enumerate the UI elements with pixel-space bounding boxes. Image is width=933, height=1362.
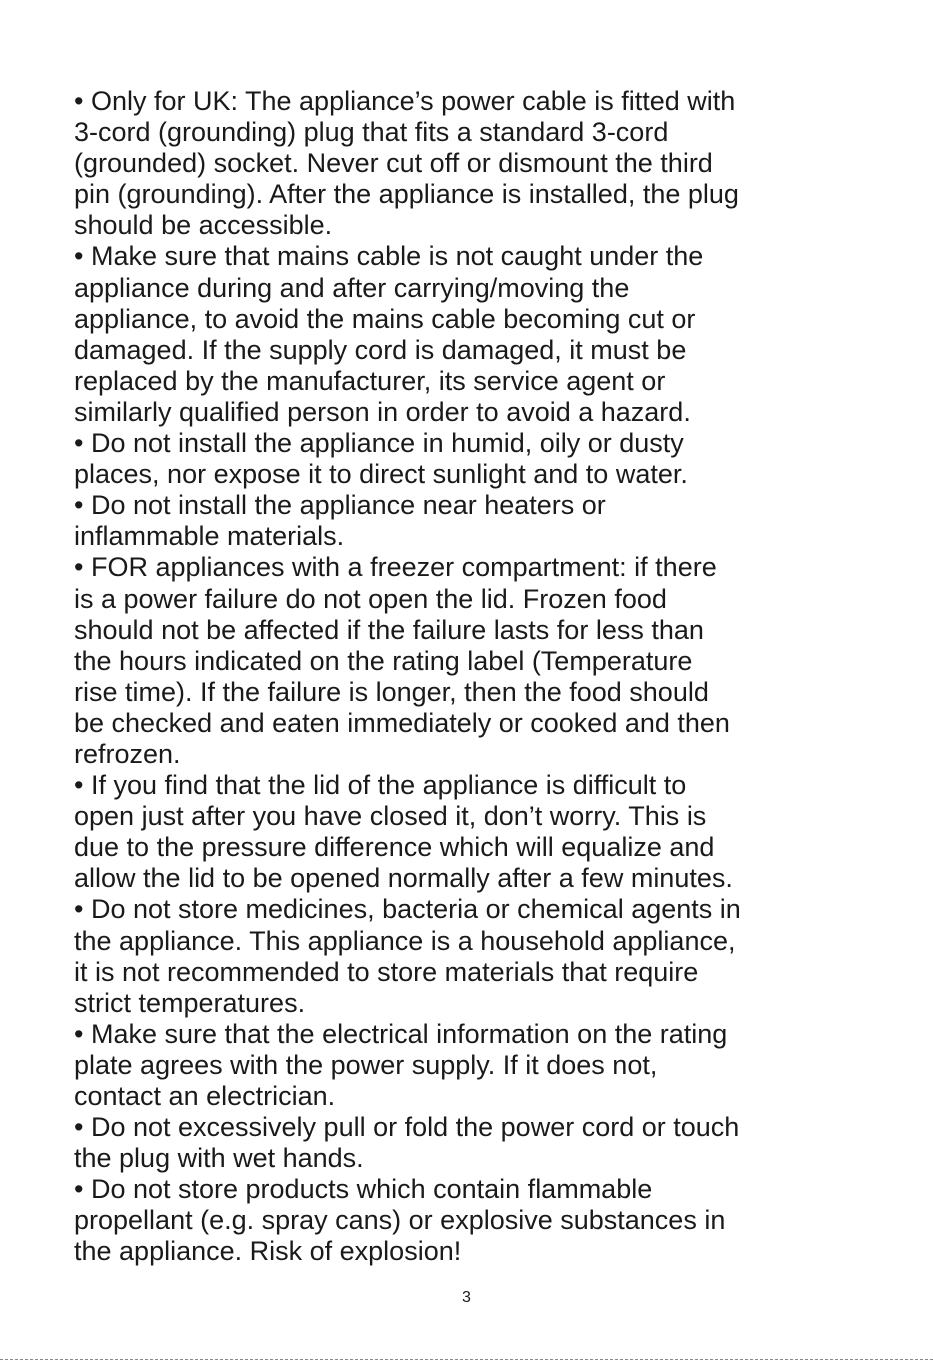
safety-instructions (74, 86, 874, 1268)
safety-item-flammable: • Do not store products which contain flammable propellant (e.g. spray cans) or explosive substances in the appliance. Risk of explosion! (74, 1174, 726, 1267)
safety-item-uk-plug: • Only for UK: The appliance’s power cable is fitted with 3-cord (grounding) plug that fits a standard 3-cord (grounded) socket. Never cut off or dismount the third pin (grounding). After the appliance is installed, the plug should be accessible. (74, 86, 739, 241)
safety-item-medicines: • Do not store medicines, bacteria or chemical agents in the appliance. This appliance is a household appliance, it is not recommended to store materials that require strict temperatures. (74, 894, 741, 1018)
safety-item-power-failure: • FOR appliances with a freezer compartment: if there is a power failure do not open the lid. Frozen food should not be affected if the failure lasts for less than the hours indicated on the rating label (Temperature rise time). If the failure is longer, then the food should be checked and eaten immediately or cooked and then refrozen. (74, 552, 730, 769)
page-bottom-divider (0, 1359, 933, 1360)
safety-item-power-cord: • Do not excessively pull or fold the power cord or touch the plug with wet hands. (74, 1112, 740, 1174)
safety-item-rating-plate: • Make sure that the electrical information on the rating plate agrees with the power supply. If it does not, contact an electrician. (74, 1018, 728, 1111)
safety-item-mains-cable: • Make sure that mains cable is not caught under the appliance during and after carrying/moving the appliance, to avoid the mains cable becoming cut or damaged. If the supply cord is damaged, it must be replaced by the manufacturer, its service agent or similarly qualified person in order to avoid a hazard. (74, 241, 704, 427)
safety-item-humid-places: • Do not install the appliance in humid, oily or dusty places, nor expose it to direct sunlight and to water. (74, 428, 688, 490)
page-number: 3 (462, 1289, 471, 1306)
safety-item-heaters: • Do not install the appliance near heaters or inflammable materials. (74, 490, 606, 552)
safety-item-lid-difficult: • If you find that the lid of the appliance is difficult to open just after you have closed it, don’t worry. This is due to the pressure difference which will equalize and allow the lid to be opened normally after a few minutes. (74, 770, 733, 894)
